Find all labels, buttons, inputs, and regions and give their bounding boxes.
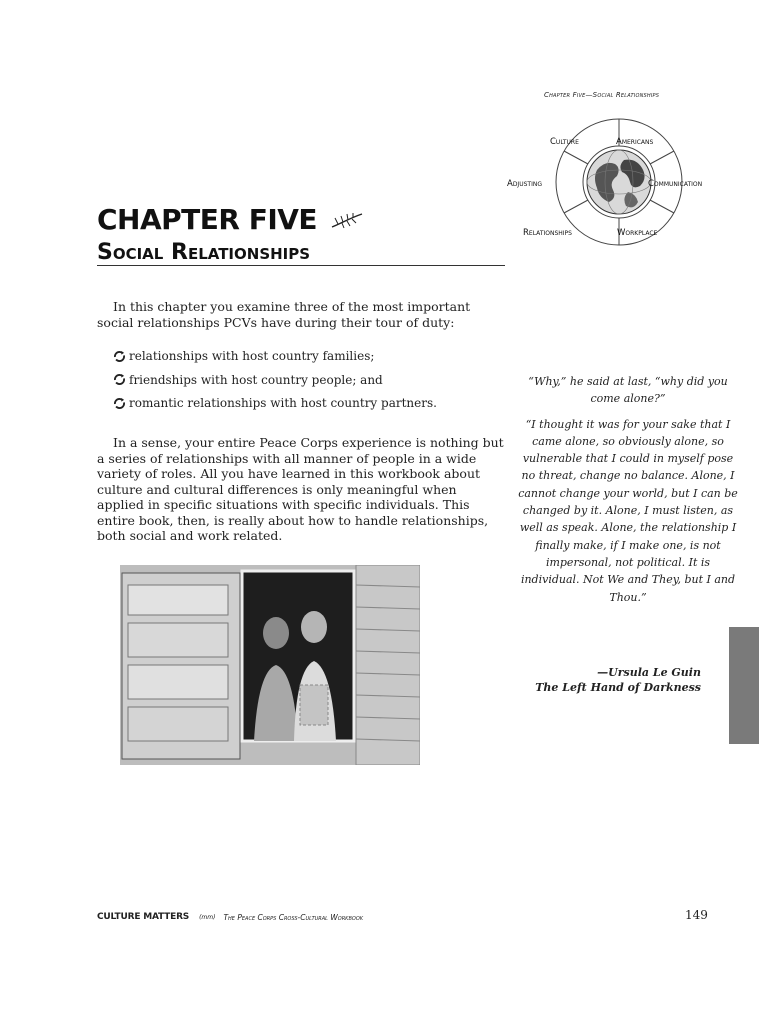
running-head: Chapter Five—Social Relationships	[544, 91, 660, 99]
list-item	[114, 349, 514, 363]
quote-line: “I thought it was for your sake that I came alone, so obviously alone, so vulnerable that I could in myself pose no threat, change no balance. Alone, I cannot change your world, but I can be changed by it. Alone, I must listen, as well as speak. Alone, the relationship I finally make, if I make one, is not impersonal, not political. It is individual. Not We and They, but I and Thou.”	[518, 417, 738, 604]
bullet-text: romantic relationships with host country partners.	[129, 396, 437, 410]
wheel-label-adjusting: Adjusting	[507, 179, 542, 189]
topic-wheel	[500, 118, 740, 253]
bullet-text: friendships with host country people; and	[129, 372, 383, 387]
cycle-bullet-icon	[114, 351, 125, 362]
chapter-title-text: CHAPTER FIVE	[97, 203, 318, 236]
page-number: 149	[685, 908, 708, 922]
wheel-label-culture: Culture	[550, 137, 579, 147]
footer-subtitle: The Peace Corps Cross-Cultural Workbook	[223, 912, 364, 922]
bullet-text: relationships with host country families;	[129, 349, 375, 363]
quote-source: The Left Hand of Darkness	[535, 680, 701, 694]
wheel-label-communication: Communication	[648, 179, 703, 189]
quill-icon	[330, 212, 364, 230]
intro-paragraph: In this chapter you examine three of the most important social relationships PCVs have during their tour of duty:	[97, 299, 471, 330]
footer-mark: (mm)	[199, 913, 216, 921]
cycle-bullet-icon	[114, 374, 125, 385]
cycle-bullet-icon	[114, 398, 125, 409]
quote-attribution	[518, 666, 701, 695]
list-item	[114, 373, 514, 387]
body-paragraph: In a sense, your entire Peace Corps experience is nothing but a series of relationships with all manner of people in a wide variety of roles. All you have learned in this workbook about culture and cultural differences is only meaningful when applied in specific situations with specific individuals. This entire book, then, is really about how to handle relationships, both social and work related.	[97, 435, 504, 543]
footer	[97, 912, 363, 922]
wheel-label-americans: Americans	[616, 137, 654, 147]
globe-icon	[587, 150, 651, 214]
title-rule	[97, 265, 505, 266]
chapter-title	[97, 203, 364, 236]
footer-brand: CULTURE MATTERS	[97, 912, 190, 922]
wheel-label-workplace: Workplace	[617, 228, 658, 238]
epigraph-quote	[518, 373, 738, 614]
photo-two-women-at-window	[120, 565, 420, 765]
quote-line: “Why,” he said at last, “why did you come alone?”	[528, 375, 728, 406]
wooden-shutter	[122, 573, 240, 759]
wooden-wall-planks	[356, 565, 420, 765]
chapter-thumb-tab	[729, 627, 759, 744]
bullet-list	[114, 349, 514, 420]
wheel-label-relationships: Relationships	[523, 228, 572, 238]
list-item	[114, 396, 514, 410]
chapter-subtitle: Social Relationships	[97, 240, 311, 265]
quote-author: —Ursula Le Guin	[597, 666, 701, 679]
